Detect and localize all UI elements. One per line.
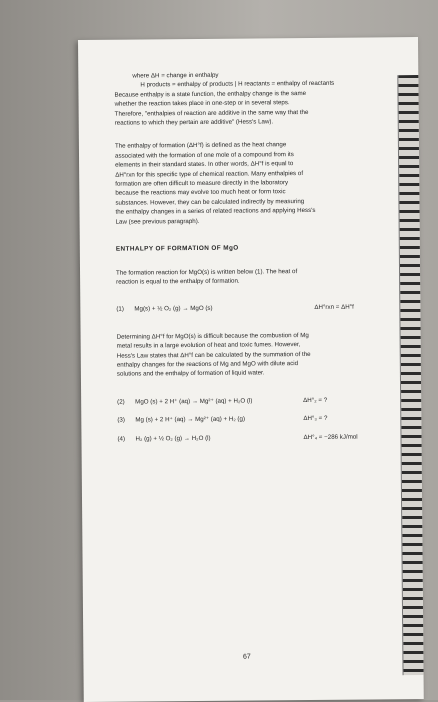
reaction-equation: Mg(s) + ½ O₂ (g) → MgO (s) xyxy=(134,305,213,313)
intro-line: whether the reaction takes place in one-step or in several steps. xyxy=(114,99,290,108)
section-intro-line: The formation reaction for MgO(s) is written below (1). The heat of xyxy=(116,267,298,277)
reaction-equation: H₂ (g) + ½ O₂ (g) → H₂O (l) xyxy=(135,434,211,443)
page-number: 67 xyxy=(242,653,251,661)
formation-line: elements in their standard states. In other words, ΔH°f is equal to xyxy=(115,160,294,169)
intro-line: Because enthalpy is a state function, the enthalpy change is the same xyxy=(114,89,307,99)
formation-line: because the reactions may evolve too much heat or form toxic xyxy=(115,188,286,198)
reaction-enthalpy: ΔH°₂ = ? xyxy=(303,396,328,404)
reaction-2 xyxy=(117,395,372,407)
determining-line: Hess's Law states that ΔH°f can be calculated by the summation of the xyxy=(116,350,311,360)
formation-line: Law (see previous paragraph). xyxy=(115,217,200,226)
formation-line: ΔH°rxn for this specific type of chemical reaction. Many enthalpies of xyxy=(115,169,304,179)
formation-line: formation are often difficult to measure directly in the laboratory xyxy=(115,179,289,188)
formation-line: the enthalpy changes in a series of related reactions and applying Hess's xyxy=(115,207,316,216)
reaction-equation: MgO (s) + 2 H⁺ (aq) → Mg²⁺ (aq) + H₂O (l) xyxy=(135,397,253,406)
reaction-enthalpy: ΔH°₄ = −286 kJ/mol xyxy=(303,433,358,441)
determining-line: Determining ΔH°f for MgO(s) is difficult because the combustion of Mg xyxy=(116,331,309,341)
document-page xyxy=(78,37,424,702)
products-line: H products = enthalpy of products | H reactants = enthalpy of reactants xyxy=(140,80,335,89)
where-line: where ΔH = change in enthalpy xyxy=(132,71,219,80)
reaction-number: (2) xyxy=(117,398,125,406)
page-content xyxy=(114,69,372,661)
reaction-equation: Mg (s) + 2 H⁺ (aq) → Mg²⁺ (aq) + H₂ (g) xyxy=(135,415,246,424)
formation-line: The enthalpy of formation (ΔH°f) is defined as the heat change xyxy=(114,141,287,151)
formation-line: associated with the formation of one mole of a compound from its xyxy=(114,150,294,160)
reaction-number: (4) xyxy=(117,435,126,443)
determining-line: solutions and the enthalpy of formation of liquid water. xyxy=(116,369,265,379)
section-heading: ENTHALPY OF FORMATION OF MgO xyxy=(115,244,239,253)
intro-line: reactions to which they pertain are additive" (Hess's Law). xyxy=(114,118,274,127)
formation-line: substances. However, they can be calculated indirectly by measuring xyxy=(115,197,305,207)
reaction-3 xyxy=(117,414,372,426)
determining-line: metal results in a large evolution of heat and toxic fumes. However, xyxy=(116,341,301,350)
section-intro-line: reaction is equal to the enthalpy of formation. xyxy=(116,277,240,286)
intro-line: Therefore, "enthalpies of reaction are additive in the same way that the xyxy=(114,108,309,118)
determining-line: enthalpy changes for the reactions of Mg and MgO with dilute acid xyxy=(116,360,299,369)
reaction-4 xyxy=(117,432,372,444)
reaction-enthalpy: ΔH°₃ = ? xyxy=(303,414,328,423)
reaction-number: (3) xyxy=(117,416,125,424)
reaction-enthalpy: ΔH°rxn = ΔH°f xyxy=(314,303,354,312)
reaction-number: (1) xyxy=(116,305,124,313)
